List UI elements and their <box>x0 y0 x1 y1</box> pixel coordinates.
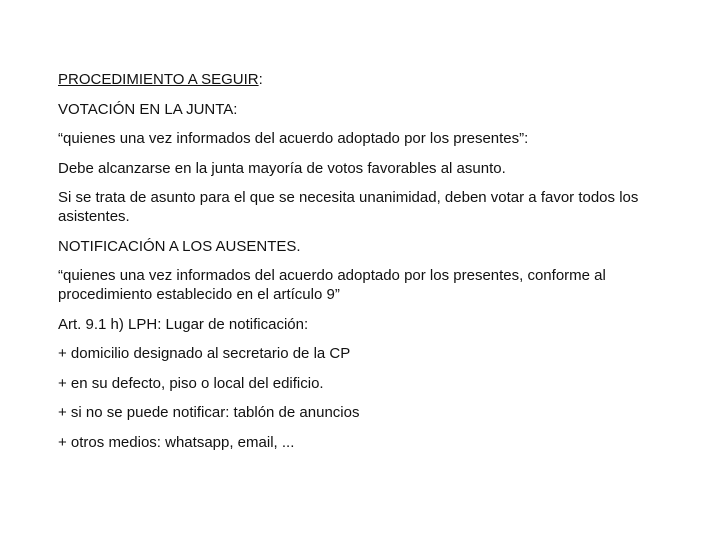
slide-body <box>58 70 678 462</box>
notification-quote: “quienes una vez informados del acuerdo adoptado por los presentes, conforme al procedimiento establecido en el artículo 9” <box>58 267 606 303</box>
majority-rule-text: Debe alcanzarse en la junta mayoría de votos favorables al asunto. <box>58 159 506 177</box>
absent-notification-heading: NOTIFICACIÓN A LOS AUSENTES. <box>58 237 301 255</box>
list-item: + en su defecto, piso o local del edificio. <box>58 374 324 392</box>
notification-place-text: Art. 9.1 h) LPH: Lugar de notificación: <box>58 315 309 333</box>
unanimity-rule-text: Si se trata de asunto para el que se necesita unanimidad, deben votar a favor todos los asistentes. <box>58 189 639 225</box>
list-item: + domicilio designado al secretario de la CP <box>58 345 351 362</box>
list-item: + si no se puede notificar: tablón de anuncios <box>58 404 360 421</box>
list-item: + otros medios: whatsapp, email, ... <box>58 433 295 451</box>
voting-quote: “quienes una vez informados del acuerdo adoptado por los presentes”: <box>58 130 529 147</box>
procedure-heading-text: PROCEDIMIENTO A SEGUIR <box>58 71 259 88</box>
voting-heading: VOTACIÓN EN LA JUNTA: <box>58 100 238 118</box>
procedure-heading <box>58 70 678 89</box>
procedure-heading-colon: : <box>258 71 263 88</box>
